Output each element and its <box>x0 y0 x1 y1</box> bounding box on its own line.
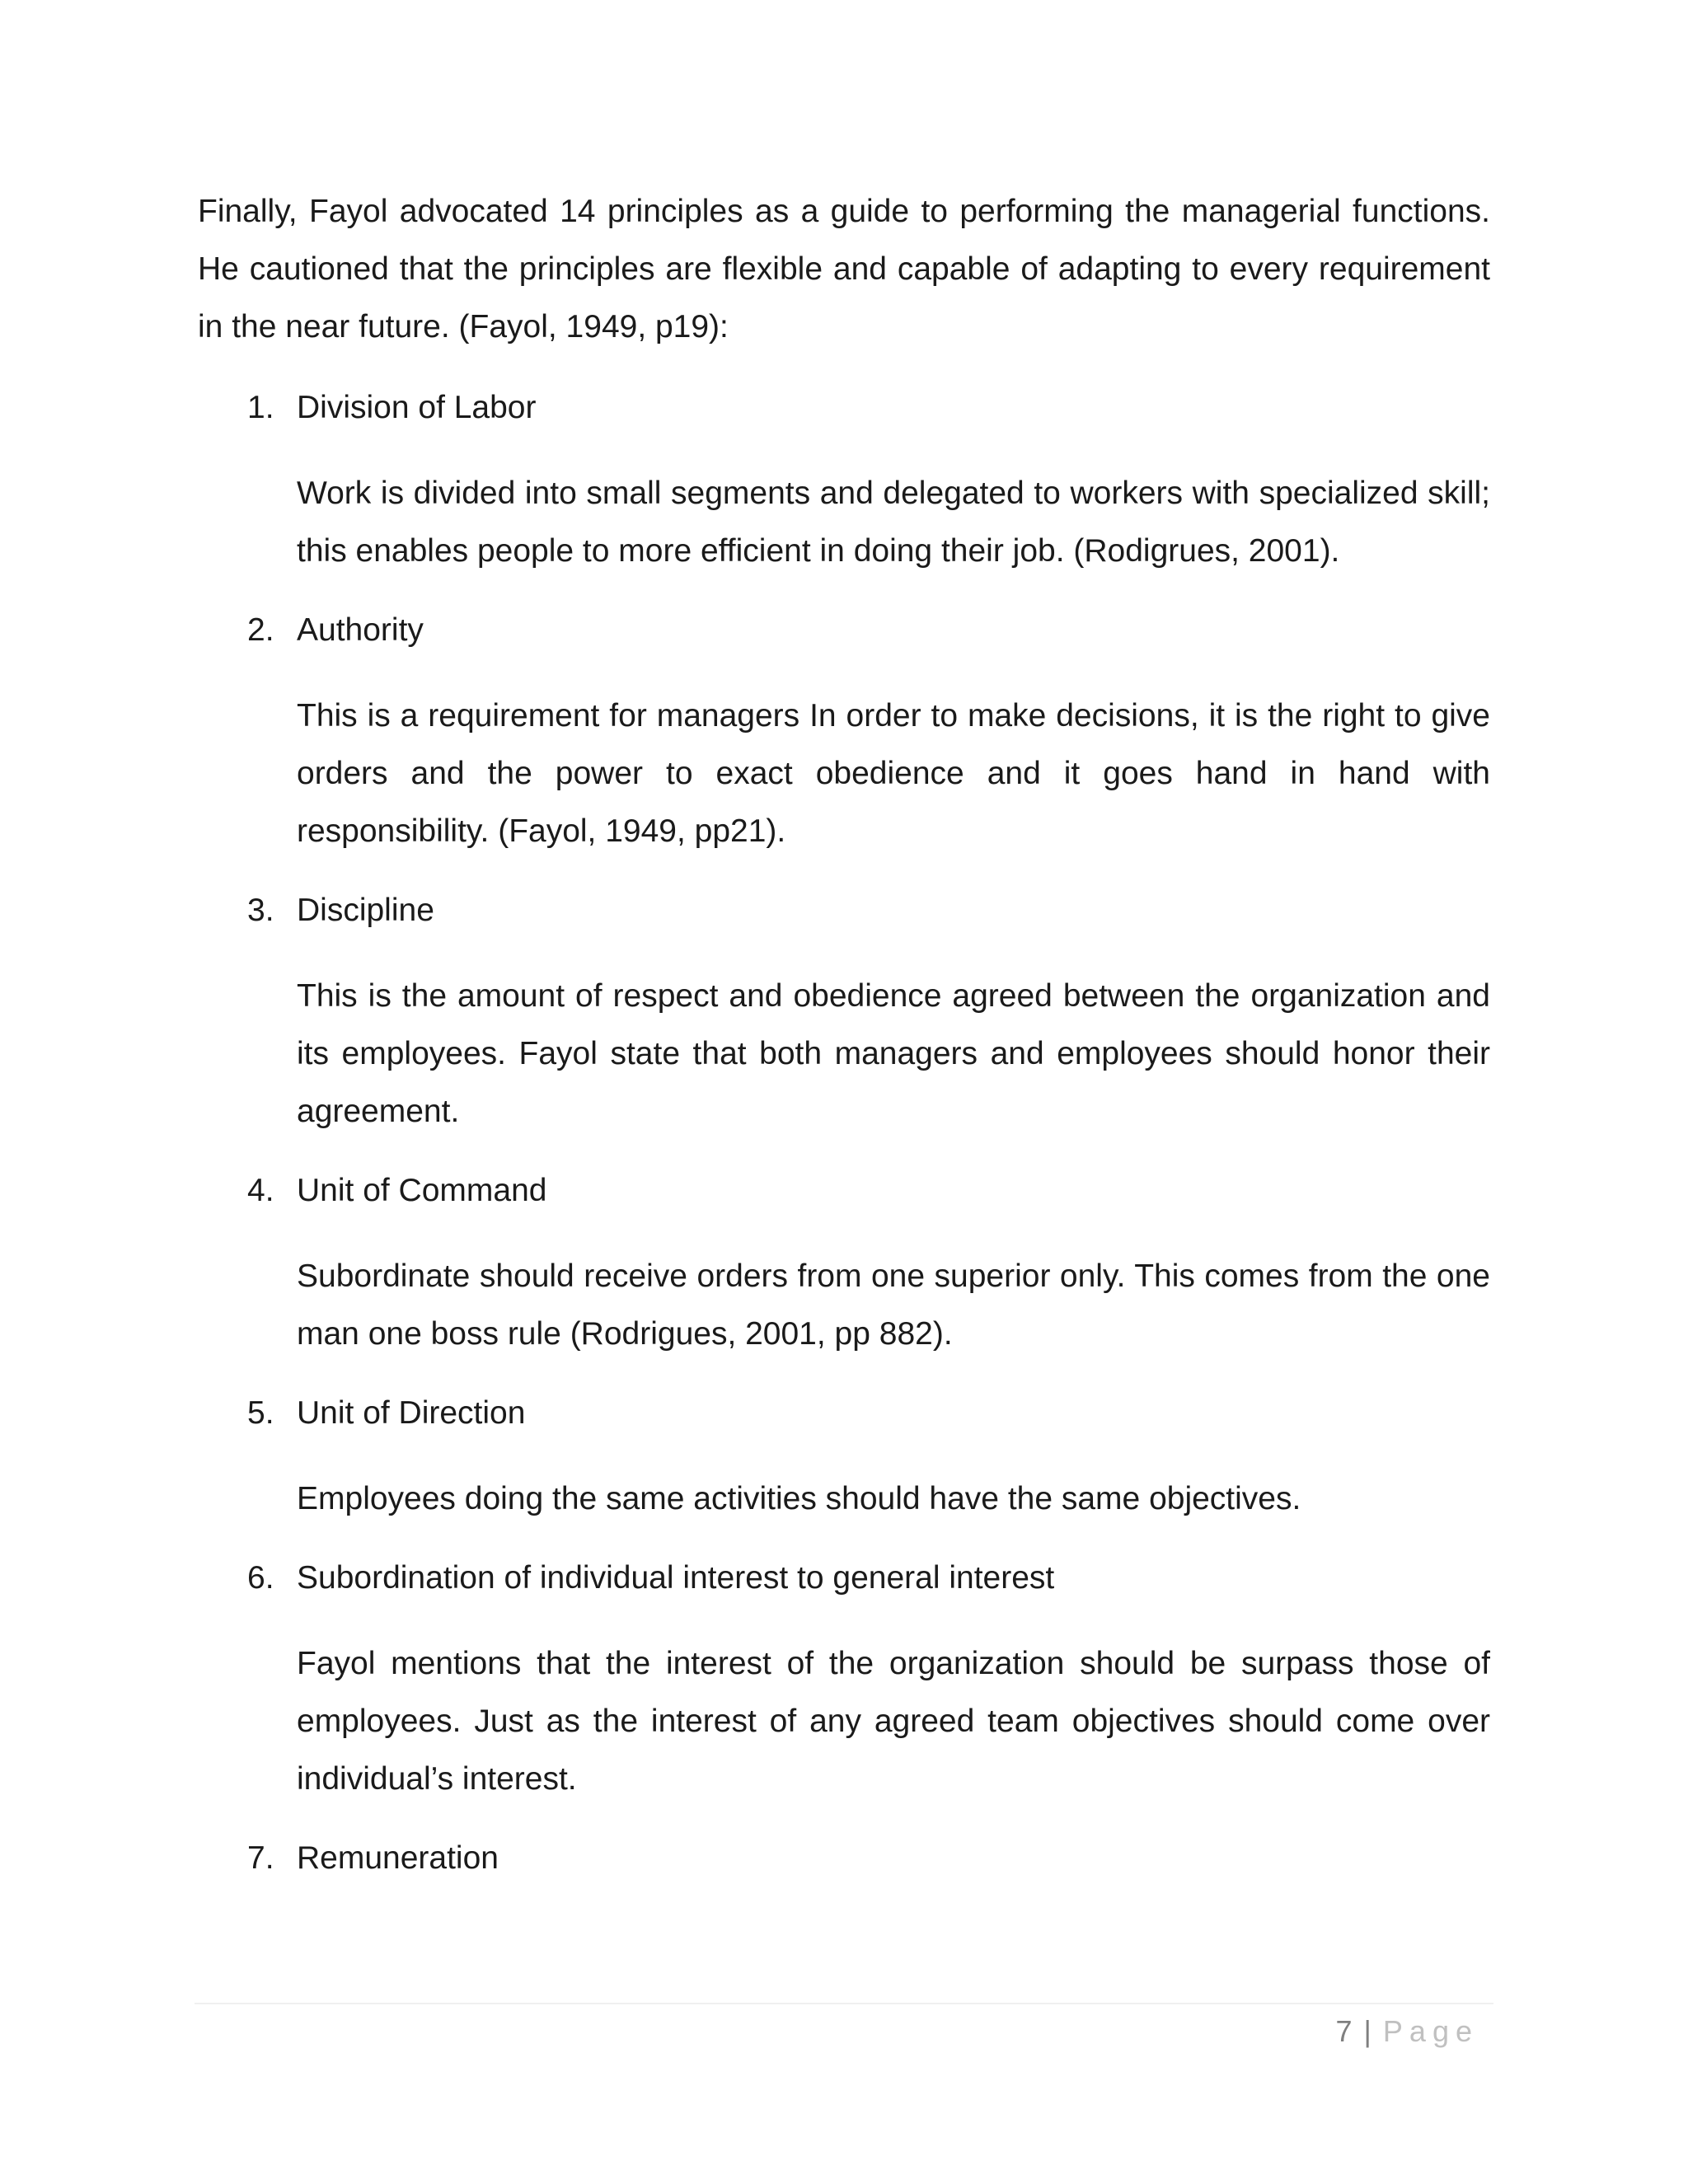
item-number: 3. <box>247 893 274 928</box>
item-description: Subordinate should receive orders from one superior only. This comes from the one man one boss rule (Rodrigues, 2001, pp 882). <box>297 1258 1490 1352</box>
item-description: Work is divided into small segments and delegated to workers with specialized skill; this enables people to more efficient in doing their job. (Rodigrues, 2001). <box>297 476 1490 569</box>
item-number: 6. <box>247 1560 274 1596</box>
item-description: Employees doing the same activities should have the same objectives. <box>297 1481 1301 1516</box>
page-separator: | <box>1363 2014 1372 2048</box>
page-footer <box>195 2003 1493 2054</box>
list-item <box>198 602 1490 860</box>
principles-list <box>198 379 1490 1887</box>
item-description: This is a requirement for managers In order to make decisions, it is the right to give orders and the power to exact obedience and it goes hand in hand with responsibility. (Fayol, 1949, pp21). <box>297 698 1490 849</box>
list-item <box>198 1385 1490 1528</box>
item-number: 4. <box>247 1173 274 1208</box>
item-title: Unit of Direction <box>297 1395 526 1431</box>
list-item <box>198 1549 1490 1808</box>
list-item <box>198 379 1490 580</box>
item-number: 1. <box>247 390 274 425</box>
document-body <box>198 183 1490 1909</box>
intro-paragraph: Finally, Fayol advocated 14 principles as a guide to performing the managerial functions. He cautioned that the principles are flexible and capable of adapting to every requirement in the near future. (Fayol, 1949, p19): <box>198 194 1490 344</box>
item-title: Discipline <box>297 893 434 928</box>
page-word: Page <box>1382 2014 1479 2048</box>
item-number: 2. <box>247 612 274 648</box>
page-number: 7 <box>1335 2014 1353 2048</box>
item-description: This is the amount of respect and obedience agreed between the organization and its employees. Fayol state that both managers and employees should honor their agreement. <box>297 978 1490 1129</box>
item-title: Unit of Command <box>297 1173 547 1208</box>
item-title: Remuneration <box>297 1840 499 1876</box>
item-description: Fayol mentions that the interest of the organization should be surpass those of employees. Just as the interest of any agreed team objectives should come over individual’s interest. <box>297 1646 1490 1797</box>
item-title: Subordination of individual interest to general interest <box>297 1560 1055 1596</box>
item-number: 5. <box>247 1395 274 1431</box>
item-title: Division of Labor <box>297 390 537 425</box>
list-item <box>198 1162 1490 1363</box>
item-title: Authority <box>297 612 424 648</box>
page-number-label <box>1336 2011 1479 2052</box>
list-item <box>198 882 1490 1141</box>
item-number: 7. <box>247 1840 274 1876</box>
list-item <box>198 1830 1490 1887</box>
